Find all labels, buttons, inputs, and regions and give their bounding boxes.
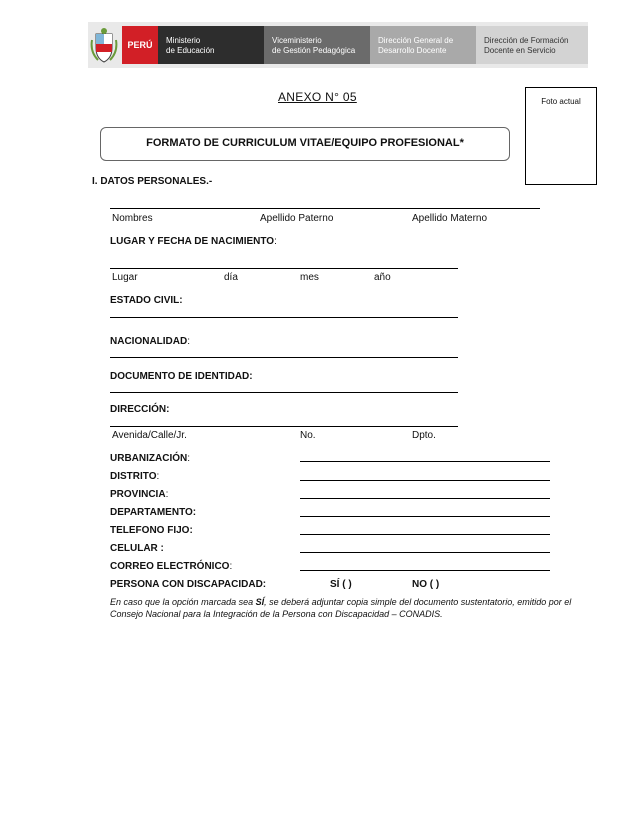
- avenida-label: Avenida/Calle/Jr.: [112, 430, 187, 441]
- disability-note: [110, 596, 590, 620]
- email-label: CORREO ELECTRÓNICO: [110, 561, 230, 572]
- district-heading: [110, 471, 159, 482]
- address-line[interactable]: [110, 426, 458, 427]
- peru-logo-block: [122, 26, 158, 64]
- dia-label: día: [224, 272, 238, 283]
- lugar-label: Lugar: [112, 272, 138, 283]
- apellido-paterno-label: Apellido Paterno: [260, 213, 334, 224]
- direction-formation-label: Dirección de Formación Docente en Servicio: [484, 36, 569, 55]
- civil-status-label: ESTADO CIVIL:: [110, 295, 183, 306]
- address-label: DIRECCIÓN:: [110, 404, 170, 415]
- urbanization-heading: [110, 453, 190, 464]
- format-title-box: [100, 127, 510, 161]
- mobile-line[interactable]: [300, 552, 550, 553]
- province-line[interactable]: [300, 498, 550, 499]
- birth-colon: :: [274, 236, 277, 247]
- nationality-line[interactable]: [110, 357, 458, 358]
- department-line[interactable]: [300, 516, 550, 517]
- photo-label: Foto actual: [541, 97, 581, 106]
- urbanization-line[interactable]: [300, 461, 550, 462]
- disability-yes-option[interactable]: SÍ ( ): [330, 579, 352, 590]
- dpto-label: Dpto.: [412, 430, 436, 441]
- note-si: SÍ: [255, 597, 265, 607]
- district-line[interactable]: [300, 480, 550, 481]
- vice-ministry-label: Viceministerio de Gestión Pedagógica: [272, 36, 356, 55]
- nationality-label: NACIONALIDAD: [110, 336, 188, 347]
- document-line[interactable]: [110, 392, 458, 393]
- coat-of-arms-icon: [90, 26, 118, 64]
- urbanization-label: URBANIZACIÓN: [110, 453, 188, 464]
- phone-label: TELEFONO FIJO:: [110, 525, 193, 536]
- direction-general-label: Dirección General de Desarrollo Docente: [378, 36, 454, 55]
- number-label: No.: [300, 430, 316, 441]
- apellido-materno-label: Apellido Materno: [412, 213, 488, 224]
- names-line[interactable]: [110, 208, 540, 209]
- province-label: PROVINCIA: [110, 489, 166, 500]
- province-heading: [110, 489, 168, 500]
- disability-label: PERSONA CON DISCAPACIDAD:: [110, 579, 267, 590]
- email-heading: [110, 561, 232, 572]
- nationality-colon: :: [187, 336, 190, 347]
- document-label: DOCUMENTO DE IDENTIDAD:: [110, 371, 253, 382]
- nationality-heading: [110, 336, 190, 347]
- mes-label: mes: [300, 272, 319, 283]
- phone-line[interactable]: [300, 534, 550, 535]
- country-label: PERÚ: [127, 40, 153, 50]
- nombres-label: Nombres: [112, 213, 153, 224]
- direction-formation-block: [476, 26, 588, 64]
- birth-heading: [110, 236, 277, 247]
- email-line[interactable]: [300, 570, 550, 571]
- disability-no-option[interactable]: NO ( ): [412, 579, 440, 590]
- department-label: DEPARTAMENTO:: [110, 507, 197, 518]
- annex-title: ANEXO N° 05: [278, 90, 357, 104]
- note-part-1: En caso que la opción marcada sea: [110, 597, 256, 607]
- birth-line[interactable]: [110, 268, 458, 269]
- civil-status-line[interactable]: [110, 317, 458, 318]
- anio-label: año: [374, 272, 391, 283]
- photo-box: [525, 87, 597, 185]
- format-title: FORMATO DE CURRICULUM VITAE/EQUIPO PROFESIONAL*: [146, 137, 464, 149]
- direction-general-block: [370, 26, 476, 64]
- ministry-label: Ministerio de Educación: [166, 36, 215, 55]
- mobile-label: CELULAR :: [110, 543, 164, 554]
- section-title: I. DATOS PERSONALES.-: [92, 176, 213, 187]
- email-colon: :: [229, 561, 233, 572]
- birth-label: LUGAR Y FECHA DE NACIMIENTO: [110, 236, 275, 247]
- vice-ministry-block: [264, 26, 370, 64]
- note-part-2: , se deberá adjuntar copia simple del documento sustentatorio, emitido por el Consejo Nacional para la Integración de la Persona con Discapacidad – CONADIS.: [110, 597, 572, 619]
- ministry-block: [158, 26, 264, 64]
- province-colon: :: [165, 489, 169, 500]
- district-label: DISTRITO: [110, 471, 157, 482]
- district-colon: :: [156, 471, 160, 482]
- urbanization-colon: :: [187, 453, 190, 464]
